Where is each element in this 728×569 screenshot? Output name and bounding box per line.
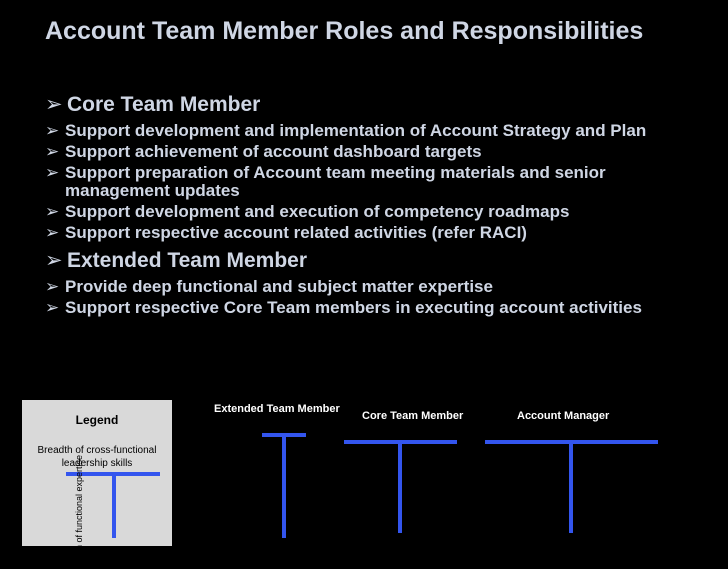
legend-box	[22, 400, 172, 569]
bullet-text: Support achievement of account dashboard targets	[65, 142, 482, 161]
bullet-extended-team-member	[45, 248, 705, 274]
bullet-item	[45, 224, 705, 242]
label-account-manager: Account Manager	[517, 410, 610, 422]
bullet-item	[45, 143, 705, 161]
extended-depth-bar	[282, 433, 286, 538]
bullet-text: Support respective account related activities (refer RACI)	[65, 223, 527, 242]
arrow-bullet-icon: ➢	[45, 142, 60, 161]
bullet-item	[45, 299, 705, 317]
bullet-text: Support development and implementation of Account Strategy and Plan	[65, 121, 647, 140]
slide-title: Account Team Member Roles and Responsibilities	[45, 17, 644, 45]
bullet-text: Provide deep functional and subject matter expertise	[65, 277, 493, 296]
bullet-text: Extended Team Member	[67, 249, 308, 272]
arrow-bullet-icon: ➢	[45, 277, 60, 296]
bullet-item	[45, 278, 705, 296]
legend-depth-label: Depth of functional expertise	[74, 454, 84, 569]
arrow-bullet-icon: ➢	[45, 202, 60, 221]
bullet-text: Support preparation of Account team meeting materials and senior management updates	[65, 163, 606, 200]
bullet-item	[45, 203, 705, 221]
manager-depth-bar	[569, 440, 573, 533]
arrow-bullet-icon: ➢	[45, 163, 60, 182]
bullet-core-team-member	[45, 92, 705, 118]
arrow-bullet-icon: ➢	[45, 93, 63, 116]
arrow-bullet-icon: ➢	[45, 249, 63, 272]
legend-depth-bar	[112, 472, 116, 538]
legend-title: Legend	[75, 413, 119, 427]
bullet-text: Support respective Core Team members in executing account activities	[65, 298, 642, 317]
core-depth-bar	[398, 440, 402, 533]
arrow-bullet-icon: ➢	[45, 121, 60, 140]
legend-depth-label-box	[49, 454, 109, 569]
bullet-text: Support development and execution of competency roadmaps	[65, 202, 570, 221]
bullet-item	[45, 164, 705, 200]
arrow-bullet-icon: ➢	[45, 298, 60, 317]
label-core-team-member: Core Team Member	[362, 410, 464, 422]
arrow-bullet-icon: ➢	[45, 223, 60, 242]
label-extended-team-member: Extended Team Member	[214, 403, 340, 415]
legend-breadth-label: Breadth of cross-functional leadership skills	[37, 445, 157, 469]
bullet-text: Core Team Member	[67, 93, 261, 116]
bullet-item	[45, 122, 705, 140]
bullet-list	[45, 92, 705, 317]
